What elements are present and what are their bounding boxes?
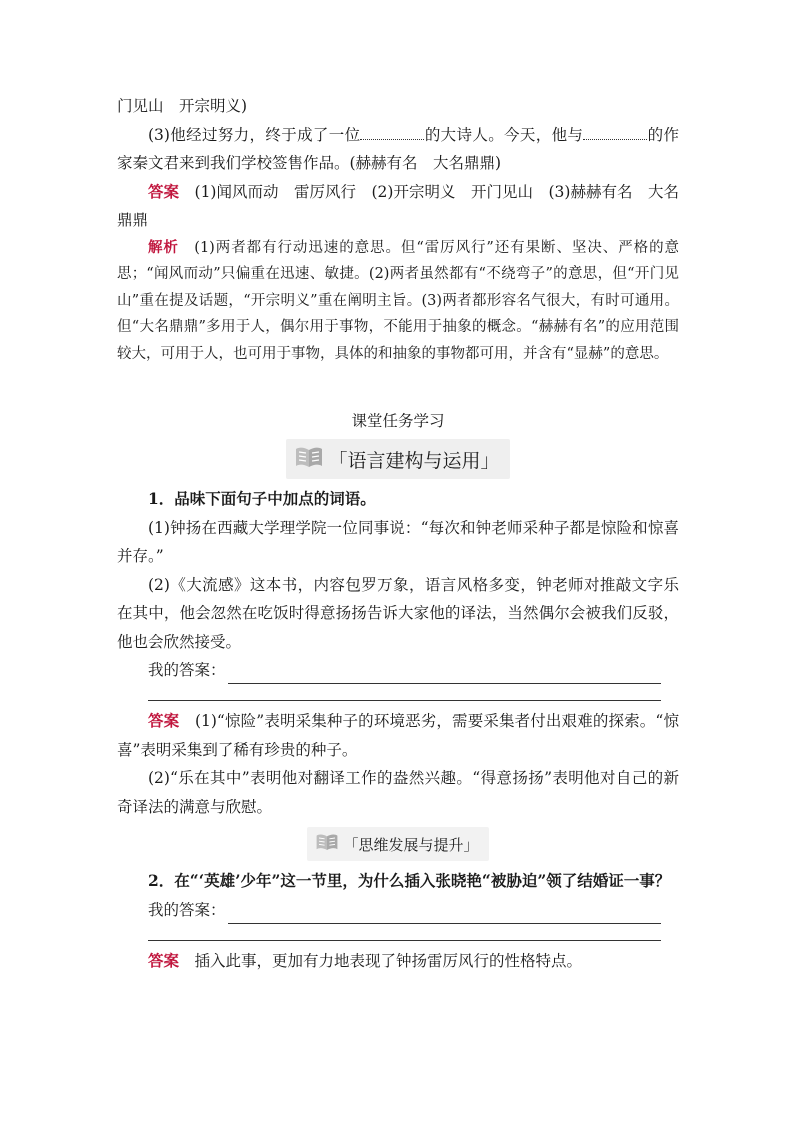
q1-answer-line [148,656,679,684]
q2-title: 2．在“‘英雄’少年”这一节里，为什么插入张晓艳“被胁迫”领了结婚证一事？ [148,871,671,890]
q-prev-options: 门见山 开宗明义) [117,97,248,115]
q1-answer-1: 答案 (1)“惊险”表明采集种子的环境恶劣，需要采集者付出艰难的探索。“惊喜”表明采集到了稀有珍贵的种子。 [117,711,679,759]
answer-label: 答案 [148,711,180,730]
fill-blank-2[interactable] [583,122,647,140]
q1-sentence-2: (2)《大流感》这本书，内容包罗万象，语言风格多变，钟老师对推敲文字乐在其中，他会忽然在吃饭时得意扬扬告诉大家他的译法，当然偶尔会被我们反驳，他也会欣然接受。 [117,575,679,651]
q1-answer-input[interactable] [228,663,661,684]
my-answer-label: 我的答案： [148,900,226,919]
section-title: 课堂任务学习 [351,412,445,430]
document-body [117,92,679,975]
q1-answer-input-2[interactable] [148,684,661,701]
q1-title: 1．品味下面句子中加点的词语。 [148,489,376,508]
banner-language-label: 「语言建构与运用」 [328,449,500,472]
my-answer-label: 我的答案： [148,661,226,679]
q2-answer: 答案 插入此事，更加有力地表现了钟扬雷厉风行的性格特点。 [148,950,583,970]
q1-sentence-1: (1)钟扬在西藏大学理学院一位同事说：“每次和钟老师采种子都是惊险和惊喜并存。” [117,518,679,565]
book-icon [315,833,339,855]
q2-answer-input[interactable] [228,903,661,924]
q1-answer-2: (2)“乐在其中”表明他对翻译工作的盎然兴趣。“得意扬扬”表明他对自己的新奇译法的满意与欣慰。 [117,769,679,816]
explanation-label: 解析 [148,238,179,256]
banner-thinking [117,827,679,861]
answer-label: 答案 [148,950,180,970]
banner-thinking-label: 「思维发展与提升」 [343,835,479,854]
book-icon [294,446,324,473]
q3-sentence: (3)他经过努力，终于成了一位 的大诗人。今天，他与 的作家秦文君来到我们学校签售作品。(赫赫有名 大名鼎鼎) [117,121,679,178]
q2-answer-line [148,896,679,924]
banner-language [117,439,679,479]
fill-blank-1[interactable] [360,122,424,140]
explanation-block: 解析 (1)两者都有行动迅速的意思。但“雷厉风行”还有果断、坚决、严格的意思；“闻风而动”只偏重在迅速、敏捷。(2)两者虽然都有“不绕弯子”的意思，但“开门见山”重在提及话题，“开宗明义”重在阐明主旨。(3)两者都形容名气很大，有时可通用。但“大名鼎鼎”多用于人，偶尔用于事物，不能用于抽象的概念。“赫赫有名”的应用范围较大，可用于人，也可用于事物，具体的和抽象的事物都可用，并含有“显赫”的意思。 [117,238,680,362]
answer-block-top: 答案 (1)闻风而动 雷厉风行 (2)开宗明义 开门见山 (3)赫赫有名 大名鼎鼎 [117,181,679,229]
q2-answer-input-2[interactable] [148,924,661,941]
answer-label: 答案 [148,181,180,201]
